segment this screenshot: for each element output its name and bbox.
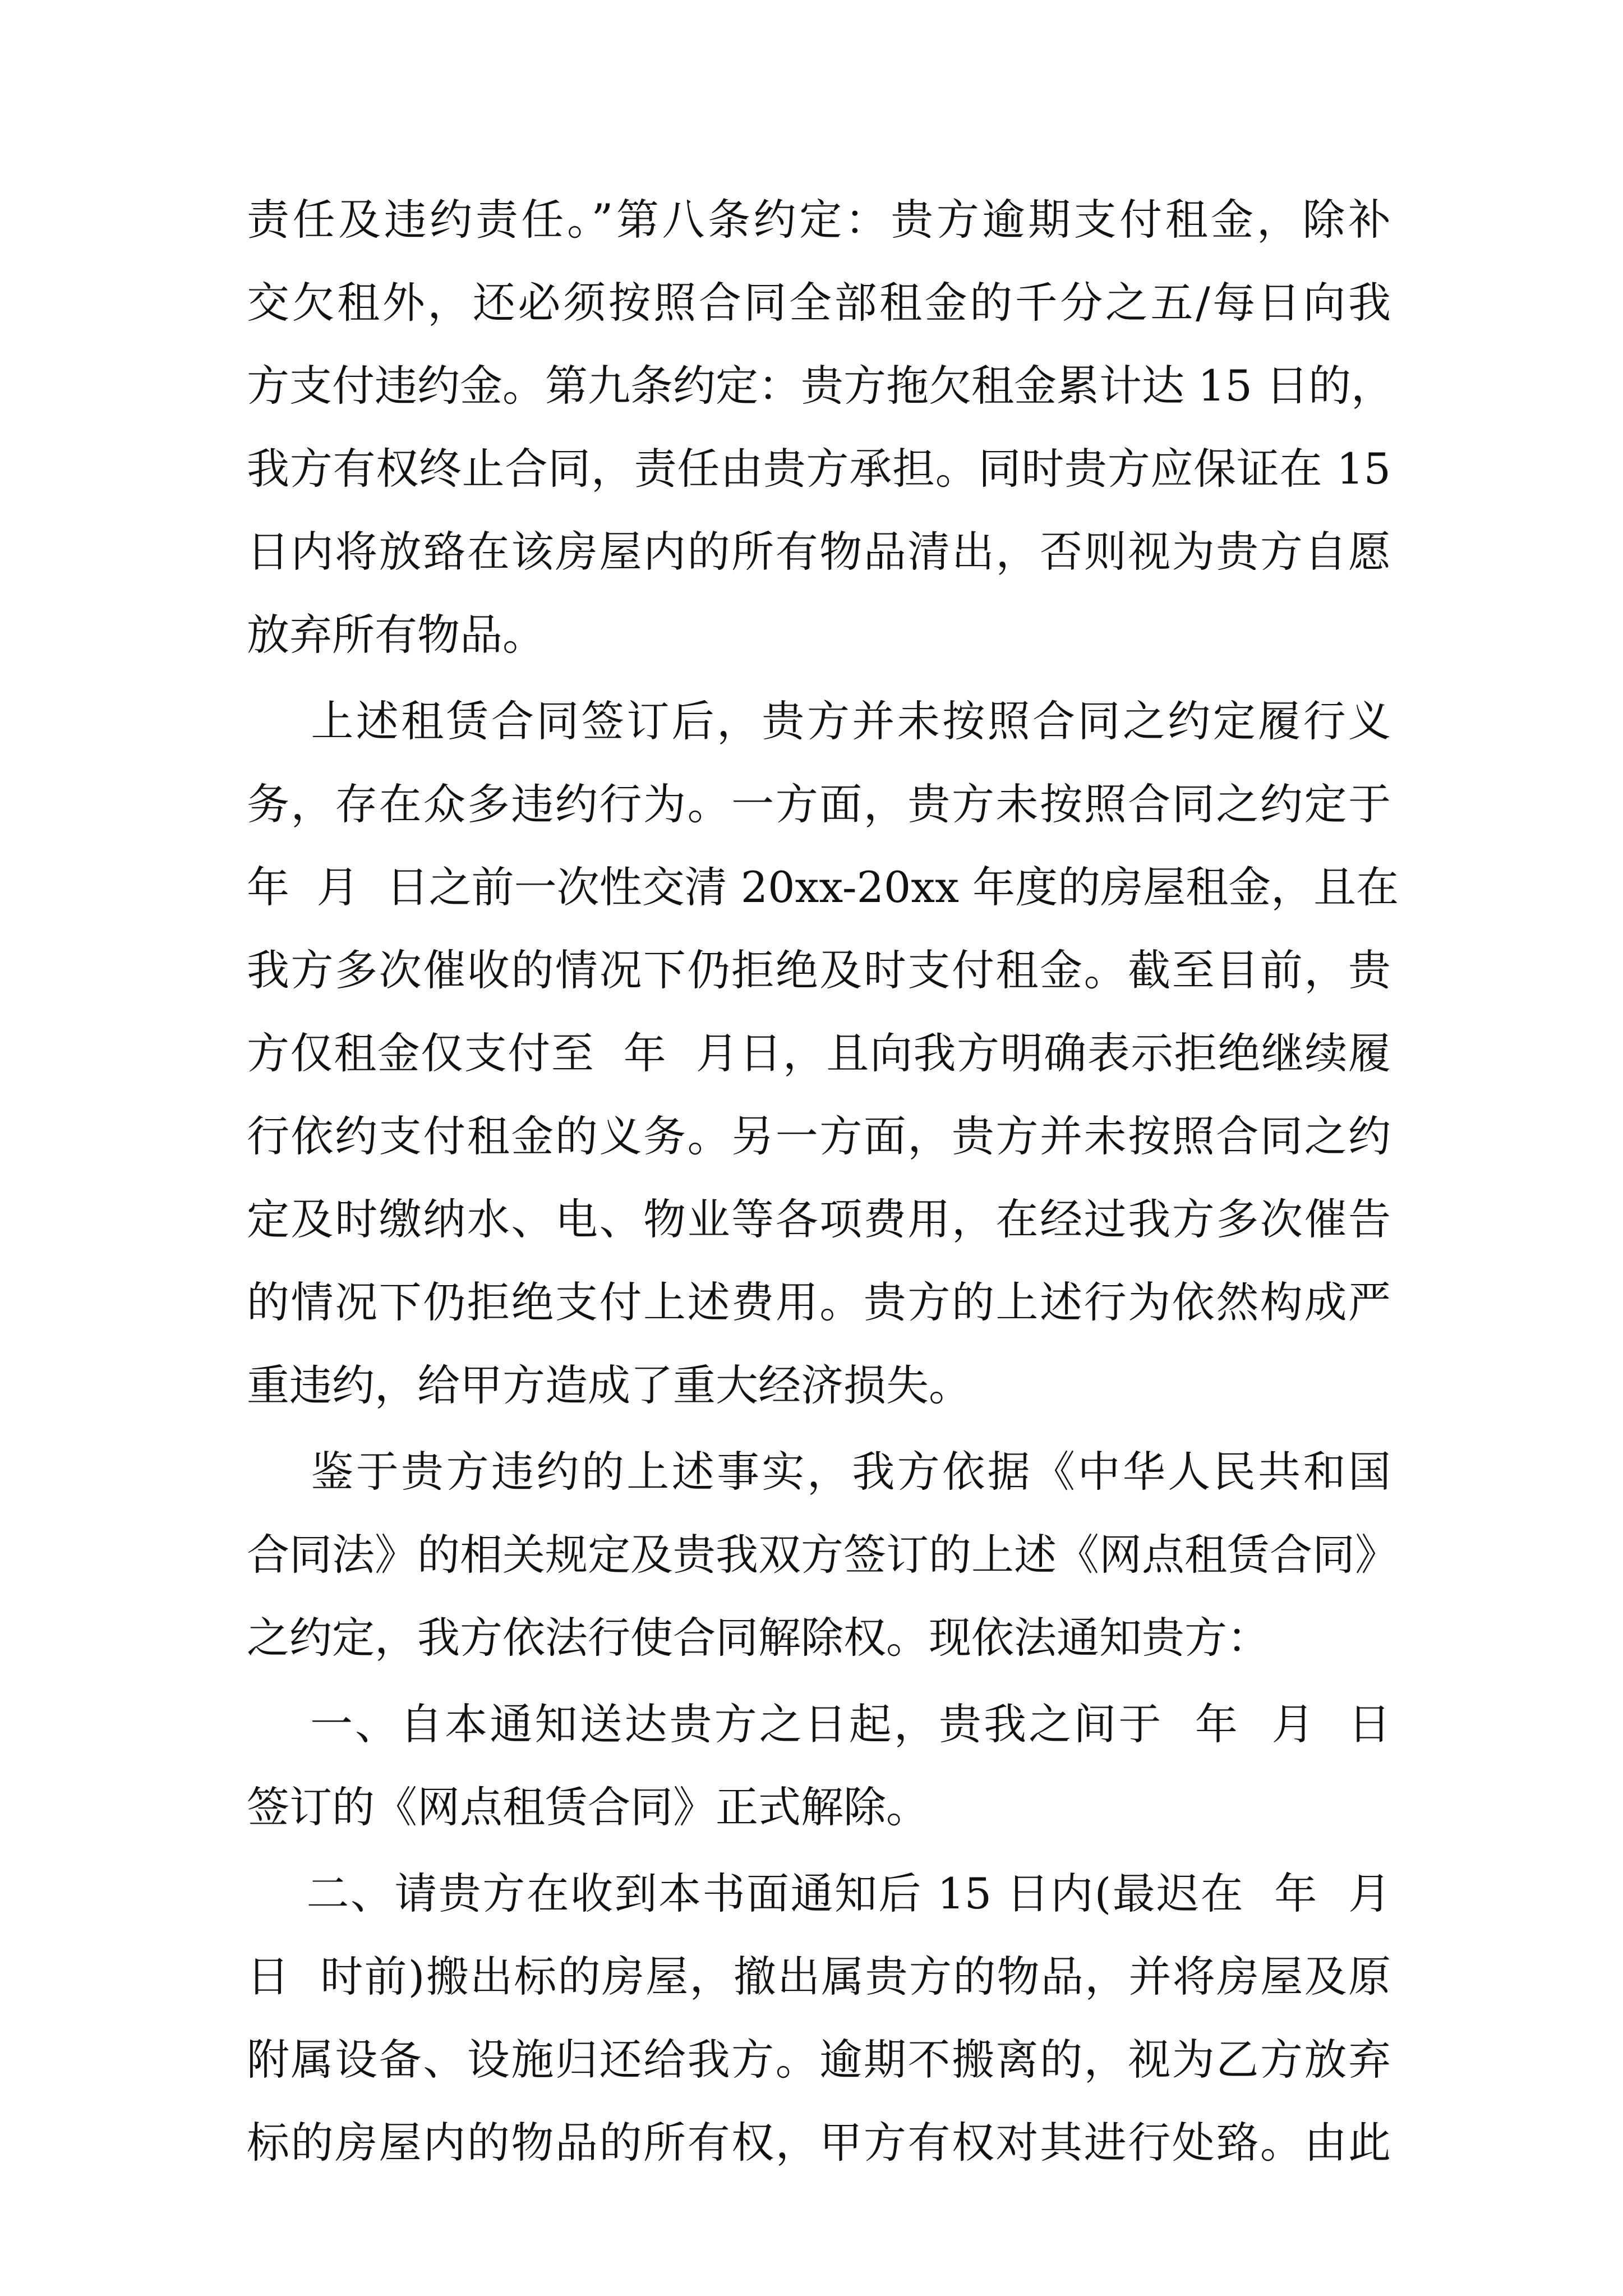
text-line: 签订的《网点租赁合同》正式解除。 — [247, 1782, 929, 1832]
text-line: 方支付违约金。第九条约定：贵方拖欠租金累计达 15 日的， — [247, 361, 1394, 411]
text-line: 重违约，给甲方造成了重大经济损失。 — [247, 1360, 971, 1410]
paragraph-item-two — [247, 1852, 1391, 2184]
text-line: 交欠租外，还必须按照合同全部租金的千分之五/每日向我 — [247, 278, 1391, 328]
text-line: 二、请贵方在收到本书面通知后 15 日内(最迟在 年 月 — [247, 1869, 1391, 1918]
text-line: 我方有权终止合同，责任由贵方承担。同时贵方应保证在 15 — [247, 444, 1391, 494]
paragraph-penalty-clauses — [247, 178, 1394, 677]
document-body — [247, 178, 1399, 2188]
text-line: 责任及违约责任。”第八条约定：贵方逾期支付租金，除补 — [247, 195, 1391, 245]
text-line: 我方多次催收的情况下仍拒绝及时支付租金。截至目前，贵 — [247, 945, 1391, 995]
text-line: 日内将放臵在该房屋内的所有物品清出，否则视为贵方自愿 — [247, 527, 1391, 577]
paragraph-item-one — [247, 1683, 1391, 1849]
text-line: 年 月 日之前一次性交清 20xx-20xx 年度的房屋租金，且在 — [247, 862, 1399, 912]
text-line: 标的房屋内的物品的所有权，甲方有权对其进行处臵。由此 — [247, 2118, 1391, 2168]
paragraph-termination-basis — [247, 1430, 1398, 1680]
text-line: 日 时前)搬出标的房屋，撤出属贵方的物品，并将房屋及原 — [247, 1952, 1391, 2001]
text-line: 定及时缴纳水、电、物业等各项费用，在经过我方多次催告 — [247, 1194, 1391, 1244]
paragraph-breach-facts — [247, 680, 1399, 1427]
text-line: 一、自本通知送达贵方之日起，贵我之间于 年 月 日 — [247, 1699, 1391, 1749]
text-line: 方仅租金仅支付至 年 月日，且向我方明确表示拒绝继续履 — [247, 1028, 1391, 1078]
text-line: 附属设备、设施归还给我方。逾期不搬离的，视为乙方放弃 — [247, 2035, 1391, 2085]
text-line: 务，存在众多违约行为。一方面，贵方未按照合同之约定于 — [247, 779, 1391, 829]
text-line: 放弃所有物品。 — [247, 610, 545, 660]
text-line: 鉴于贵方违约的上述事实，我方依据《中华人民共和国 — [247, 1447, 1391, 1497]
text-line: 上述租赁合同签订后，贵方并未按照合同之约定履行义 — [247, 696, 1391, 746]
text-line: 之约定，我方依法行使合同解除权。现依法通知贵方： — [247, 1613, 1270, 1663]
text-line: 的情况下仍拒绝支付上述费用。贵方的上述行为依然构成严 — [247, 1277, 1391, 1327]
text-line: 行依约支付租金的义务。另一方面，贵方并未按照合同之约 — [247, 1111, 1391, 1161]
text-line: 合同法》的相关规定及贵我双方签订的上述《网点租赁合同》 — [247, 1530, 1398, 1580]
